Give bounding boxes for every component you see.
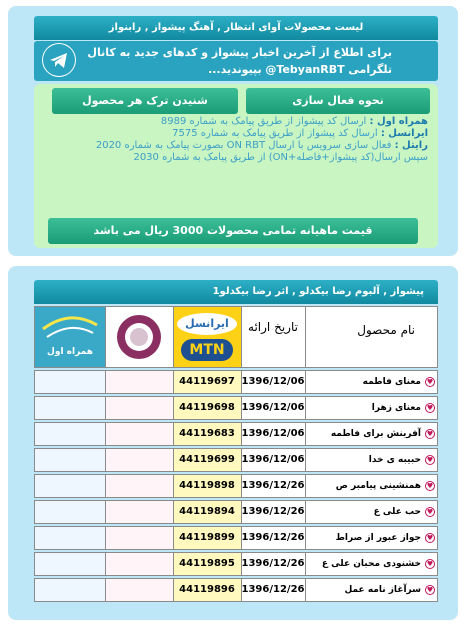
unsubscribe-button[interactable]: شنیدن ترک هر محصول xyxy=(52,88,238,114)
activation-button[interactable]: نحوه فعال سازی xyxy=(246,88,430,114)
irancell-code: 44119697 xyxy=(172,370,242,394)
hamrah-code xyxy=(34,422,106,446)
product-name[interactable]: ♥ سرآغاز نامه عمل xyxy=(304,578,438,602)
instruction-hamrah: همراه اول : ارسال کد پیشواز از طریق پیامک به شماره 8989 xyxy=(160,116,428,127)
product-name[interactable]: ♥ حبیبه ی خدا xyxy=(304,448,438,472)
rightel-code xyxy=(104,474,174,498)
product-date: 1396/12/06 xyxy=(240,422,306,446)
telegram-text: برای اطلاع از آخرین اخبار پیشواز و کدهای جدید به کانال تلگرامی TebyanRBT@ بپیوندید... xyxy=(87,46,392,76)
rightel-code xyxy=(104,396,174,420)
table-row xyxy=(34,422,438,446)
hamrah-code xyxy=(34,526,106,550)
product-table-panel xyxy=(8,266,458,620)
hamrah-code xyxy=(34,370,106,394)
hamrah-code xyxy=(34,474,106,498)
table-row xyxy=(34,474,438,498)
rightel-code xyxy=(104,552,174,576)
irancell-code: 44119895 xyxy=(172,552,242,576)
instructions-box xyxy=(34,84,438,248)
heart-icon[interactable]: ♥ xyxy=(426,430,434,438)
heart-icon[interactable]: ♥ xyxy=(426,378,434,386)
rightel-code xyxy=(104,500,174,524)
table-row xyxy=(34,500,438,524)
heart-icon[interactable]: ♥ xyxy=(426,482,434,490)
product-date: 1396/12/06 xyxy=(240,448,306,472)
rightel-code xyxy=(104,422,174,446)
product-name[interactable]: ♥ حب علی ع xyxy=(304,500,438,524)
rightel-logo xyxy=(104,306,174,368)
telegram-banner[interactable] xyxy=(34,41,438,81)
info-panel-title: لیست محصولات آوای انتظار , آهنگ پیشواز , رابنواز xyxy=(34,16,438,40)
heart-icon[interactable]: ♥ xyxy=(426,508,434,516)
product-date: 1396/12/26 xyxy=(240,552,306,576)
header-name: نام محصول xyxy=(304,306,438,368)
table-row xyxy=(34,578,438,602)
header-date: تاریخ ارائه xyxy=(240,306,306,368)
table-title: پیشواز , آلبوم رضا بیکدلو , اثر رضا بیکدلو1 xyxy=(34,280,438,304)
product-name[interactable]: ♥ معنای فاطمه xyxy=(304,370,438,394)
irancell-code: 44119683 xyxy=(172,422,242,446)
instruction-rightel: رایتل : فعال سازی سرویس با ارسال ON RBT بصورت پیامک به شماره 2020 xyxy=(95,140,428,151)
rightel-code xyxy=(104,526,174,550)
table-row xyxy=(34,552,438,576)
product-date: 1396/12/26 xyxy=(240,500,306,524)
heart-icon[interactable]: ♥ xyxy=(426,456,434,464)
hamrah-code xyxy=(34,552,106,576)
irancell-code: 44119899 xyxy=(172,526,242,550)
hamrah-code xyxy=(34,500,106,524)
hamrah-aval-logo: همراه اول xyxy=(34,306,106,368)
irancell-code: 44119898 xyxy=(172,474,242,498)
irancell-code: 44119699 xyxy=(172,448,242,472)
instruction-rightel-second: سپس ارسال(کد پیشواز+فاصله+ON) از طریق پیامک به شماره 2030 xyxy=(133,152,428,163)
product-date: 1396/12/26 xyxy=(240,474,306,498)
heart-icon[interactable]: ♥ xyxy=(426,534,434,542)
info-panel xyxy=(8,6,458,256)
monthly-price-button[interactable]: قیمت ماهیانه تمامی محصولات 3000 ریال می باشد xyxy=(48,218,418,244)
heart-icon[interactable]: ♥ xyxy=(426,404,434,412)
hamrah-code xyxy=(34,448,106,472)
product-name[interactable]: ♥ معنای زهرا xyxy=(304,396,438,420)
product-name[interactable]: ♥ جواز عبور از صراط xyxy=(304,526,438,550)
product-date: 1396/12/06 xyxy=(240,370,306,394)
hamrah-code xyxy=(34,396,106,420)
operator-instructions xyxy=(44,116,428,164)
rightel-code xyxy=(104,448,174,472)
heart-icon[interactable]: ♥ xyxy=(426,586,434,594)
irancell-logo: ایرانسل MTN xyxy=(172,306,242,368)
heart-icon[interactable]: ♥ xyxy=(426,560,434,568)
table-row xyxy=(34,396,438,420)
product-name[interactable]: ♥ آفرینش برای فاطمه xyxy=(304,422,438,446)
product-date: 1396/12/26 xyxy=(240,526,306,550)
rightel-code xyxy=(104,578,174,602)
table-row xyxy=(34,448,438,472)
product-date: 1396/12/06 xyxy=(240,396,306,420)
irancell-code: 44119698 xyxy=(172,396,242,420)
product-name[interactable]: ♥ همنشینی پیامبر ص xyxy=(304,474,438,498)
product-name[interactable]: ♥ خشنودی محبان علی ع xyxy=(304,552,438,576)
hamrah-code xyxy=(34,578,106,602)
irancell-code: 44119894 xyxy=(172,500,242,524)
irancell-code: 44119896 xyxy=(172,578,242,602)
instruction-irancell: ایرانسل : ارسال کد پیشواز از طریق پیامک به شماره 7575 xyxy=(172,128,428,139)
table-row xyxy=(34,526,438,550)
table-row xyxy=(34,370,438,394)
product-date: 1396/12/26 xyxy=(240,578,306,602)
rightel-code xyxy=(104,370,174,394)
telegram-icon[interactable] xyxy=(42,43,76,77)
